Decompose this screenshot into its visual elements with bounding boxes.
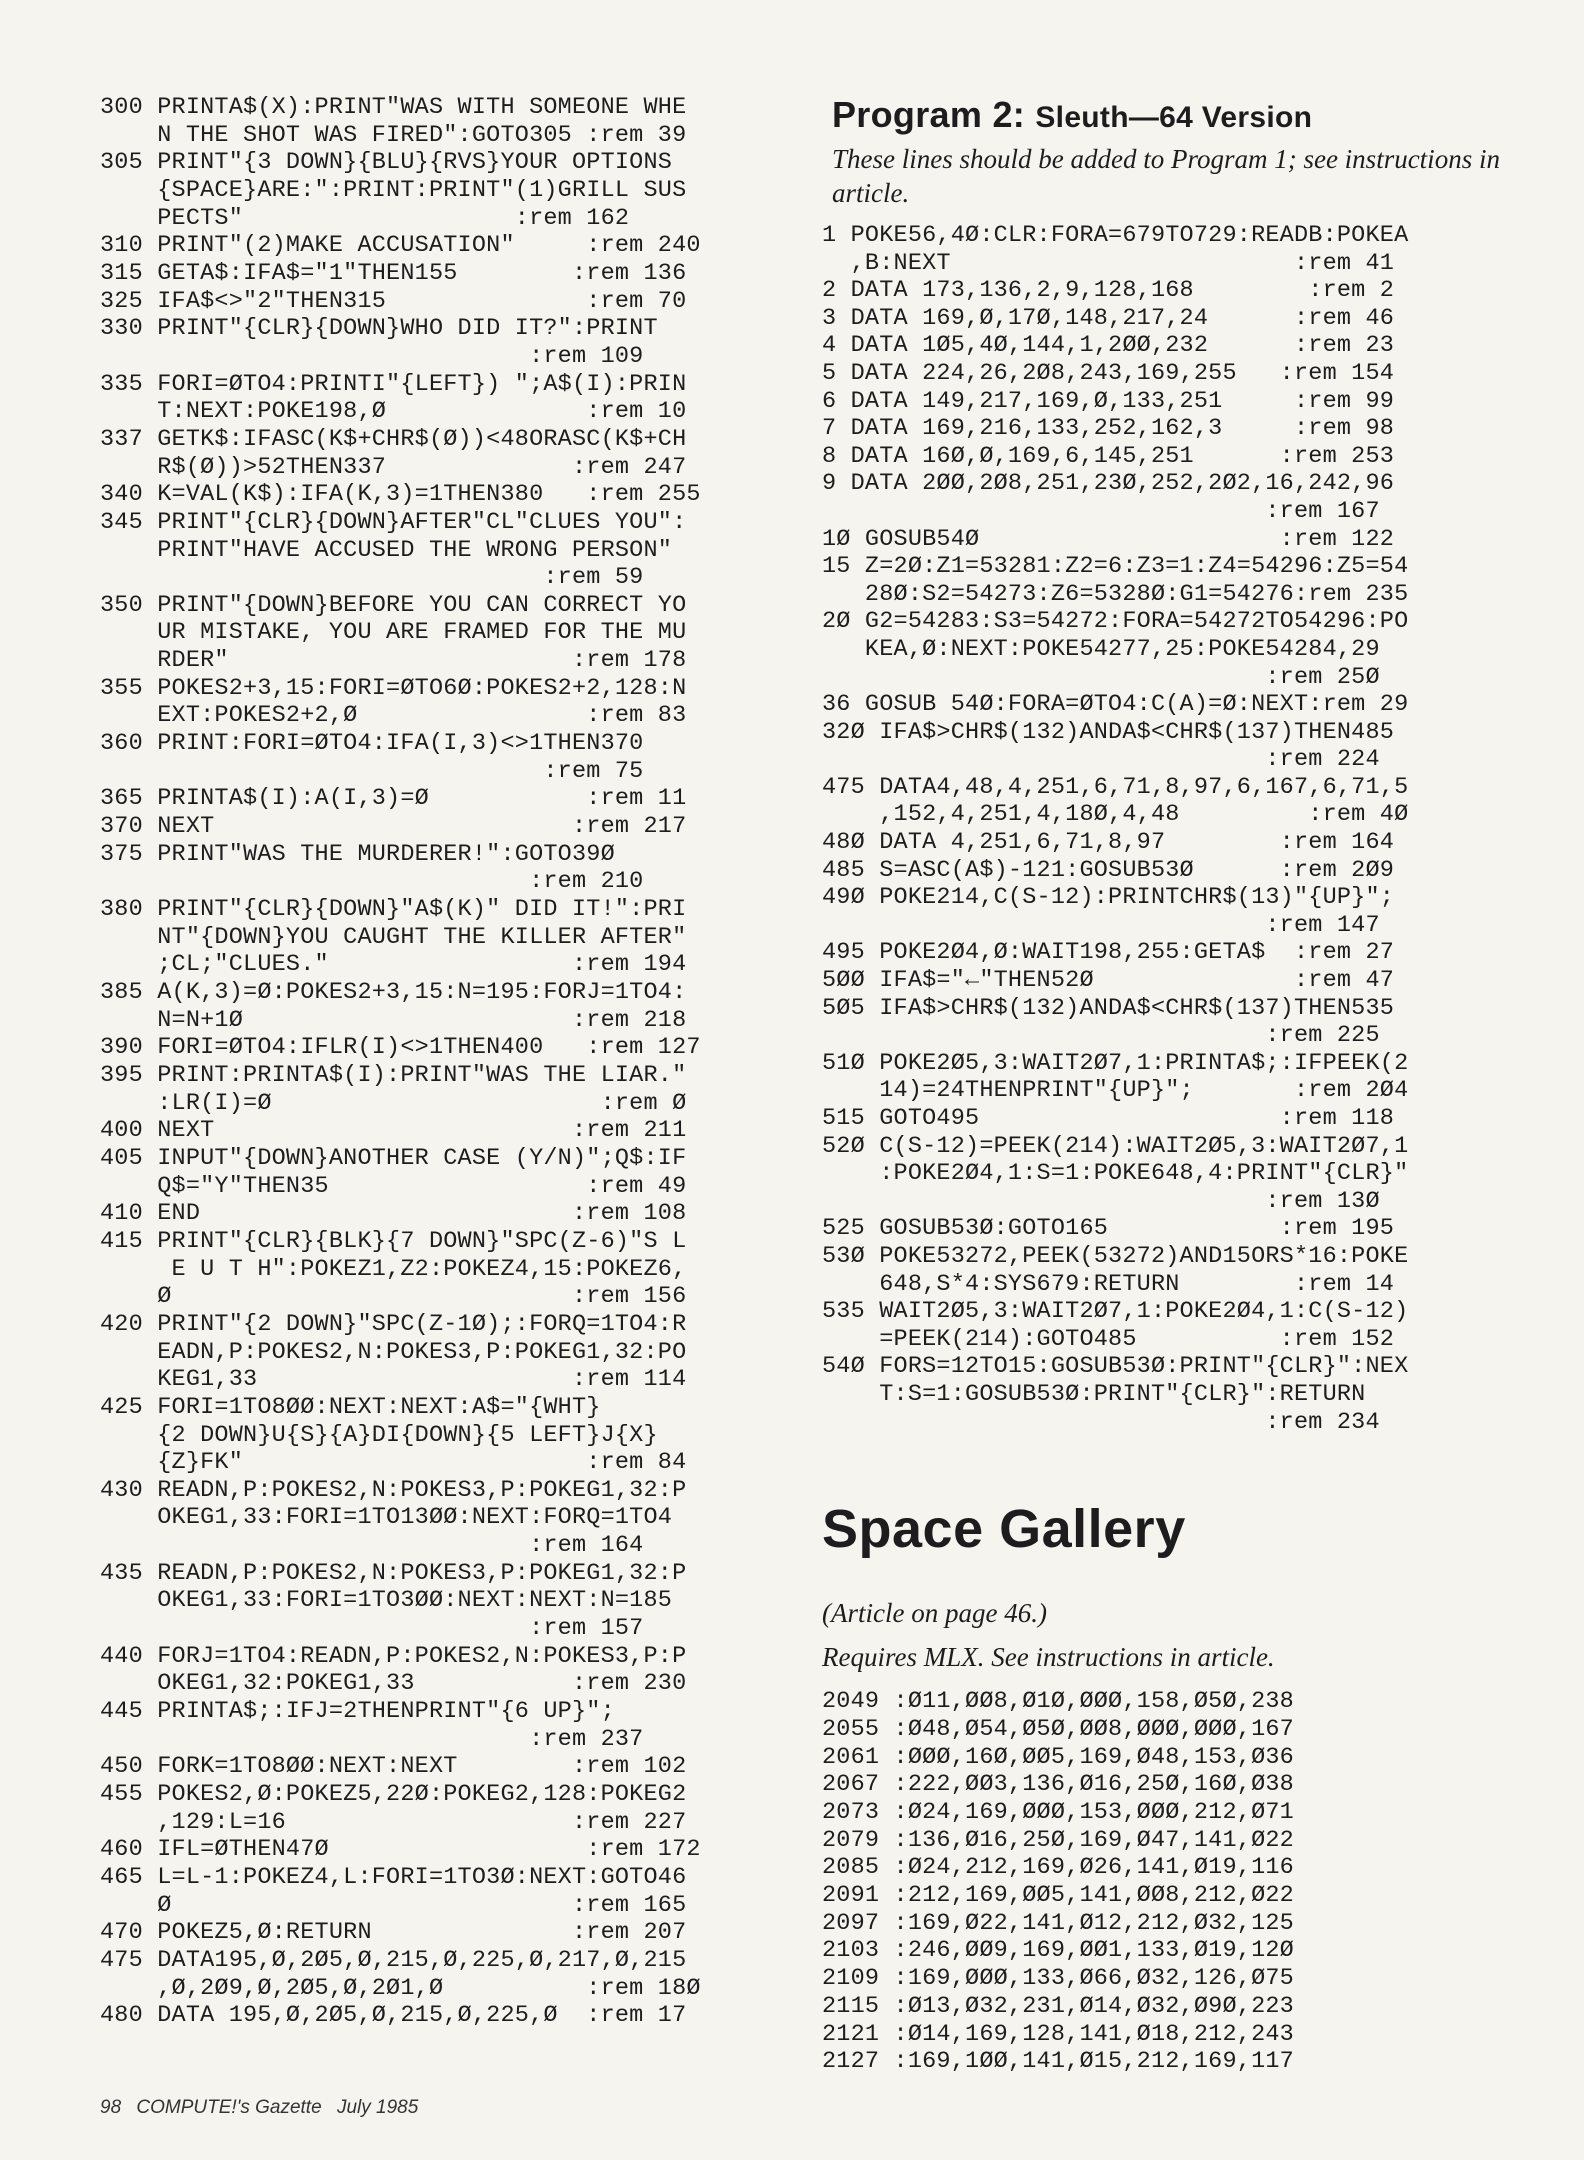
space-gallery-article-ref: (Article on page 46.) — [822, 1598, 1047, 1629]
left-column-listing — [100, 94, 790, 2030]
program1-listing-continued: 300 PRINTA$(X):PRINT"WAS WITH SOMEONE WHE N THE SHOT WAS FIRED":GOTO305 :rem 39 305 PRINT"{3 DOWN}{BLU}{RVS}YOUR OPTIONS {SPACE}ARE:":PRINT:PRINT"(1)GRILL SUS PECTS" :rem 162 310 PRINT"(2)MAKE ACCUSATION" :rem 240 315 GETA$:IFA$="1"THEN155 :rem 136 325 IFA$<>"2"THEN315 :rem 70 330 PRINT"{CLR}{DOWN}WHO DID IT?":PRINT :rem 109 335 FORI=ØTO4:PRINTI"{LEFT}) ";A$(I):PRIN T:NEXT:POKE198,Ø :rem 10 337 GETK$:IFASC(K$+CHR$(Ø))<48ORASC(K$+CH R$(Ø))>52THEN337 :rem 247 340 K=VAL(K$):IFA(K,3)=1THEN380 :rem 255 345 PRINT"{CLR}{DOWN}AFTER"CL"CLUES YOU": PRINT"HAVE ACCUSED THE WRONG PERSON" :rem 59 350 PRINT"{DOWN}BEFORE YOU CAN CORRECT YO UR MISTAKE, YOU ARE FRAMED FOR THE MU RDER" :rem 178 355 POKES2+3,15:FORI=ØTO6Ø:POKES2+2,128:N EXT:POKES2+2,Ø :rem 83 360 PRINT:FORI=ØTO4:IFA(I,3)<>1THEN370 :rem 75 365 PRINTA$(I):A(I,3)=Ø :rem 11 370 NEXT :rem 217 375 PRINT"WAS THE MURDERER!":GOTO39Ø :rem 210 380 PRINT"{CLR}{DOWN}"A$(K)" DID IT!":PRI NT"{DOWN}YOU CAUGHT THE KILLER AFTER" ;CL;"CLUES." :rem 194 385 A(K,3)=Ø:POKES2+3,15:N=195:FORJ=1TO4: N=N+1Ø :rem 218 390 FORI=ØTO4:IFLR(I)<>1THEN400 :rem 127 395 PRINT:PRINTA$(I):PRINT"WAS THE LIAR." :LR(I)=Ø :rem Ø 400 NEXT :rem 211 405 INPUT"{DOWN}ANOTHER CASE (Y/N)";Q$:IF Q$="Y"THEN35 :rem 49 410 END :rem 108 415 PRINT"{CLR}{BLK}{7 DOWN}"SPC(Z-6)"S L E U T H":POKEZ1,Z2:POKEZ4,15:POKEZ6, Ø :rem 156 420 PRINT"{2 DOWN}"SPC(Z-1Ø);:FORQ=1TO4:R EADN,P:POKES2,N:POKES3,P:POKEG1,32:PO KEG1,33 :rem 114 425 FORI=1TO8ØØ:NEXT:NEXT:A$="{WHT} {2 DOWN}U{S}{A}DI{DOWN}{5 LEFT}J{X} {Z}FK" :rem 84 430 READN,P:POKES2,N:POKES3,P:POKEG1,32:P OKEG1,33:FORI=1TO13ØØ:NEXT:FORQ=1TO4 :rem 164 435 READN,P:POKES2,N:POKES3,P:POKEG1,32:P OKEG1,33:FORI=1TO3ØØ:NEXT:NEXT:N=185 :rem 157 440 FORJ=1TO4:READN,P:POKES2,N:POKES3,P:P OKEG1,32:POKEG1,33 :rem 230 445 PRINTA$;:IFJ=2THENPRINT"{6 UP}"; :rem 237 450 FORK=1TO8ØØ:NEXT:NEXT :rem 102 455 POKES2,Ø:POKEZ5,22Ø:POKEG2,128:POKEG2 ,129:L=16 :rem 227 460 IFL=ØTHEN47Ø :rem 172 465 L=L-1:POKEZ4,L:FORI=1TO3Ø:NEXT:GOTO46 Ø :rem 165 470 POKEZ5,Ø:RETURN :rem 207 475 DATA195,Ø,2Ø5,Ø,215,Ø,225,Ø,217,Ø,215 ,Ø,2Ø9,Ø,2Ø5,Ø,2Ø1,Ø :rem 18Ø 480 DATA 195,Ø,2Ø5,Ø,215,Ø,225,Ø :rem 17 — [100, 94, 701, 2030]
program2-note: These lines should be added to Program 1; see instructions in article. — [832, 144, 1500, 208]
mlx-listing: 2049 :Ø11,ØØ8,Ø1Ø,ØØØ,158,Ø5Ø,238 2055 :Ø48,Ø54,Ø5Ø,ØØ8,ØØØ,ØØØ,167 2061 :ØØØ,16Ø,ØØ5,169,Ø48,153,Ø36 2067 :222,ØØ3,136,Ø16,25Ø,16Ø,Ø38 2073 :Ø24,169,ØØØ,153,ØØØ,212,Ø71 2079 :136,Ø16,25Ø,169,Ø47,141,Ø22 2085 :Ø24,212,169,Ø26,141,Ø19,116 2091 :212,169,ØØ5,141,ØØ8,212,Ø22 2097 :169,Ø22,141,Ø12,212,Ø32,125 2103 :246,ØØ9,169,ØØ1,133,Ø19,12Ø 2109 :169,ØØØ,133,Ø66,Ø32,126,Ø75 2115 :Ø13,Ø32,231,Ø14,Ø32,Ø9Ø,223 2121 :Ø14,169,128,141,Ø18,212,243 2127 :169,1ØØ,141,Ø15,212,169,117 — [822, 1688, 1294, 2076]
magazine-name: COMPUTE!'s Gazette — [136, 2097, 322, 2118]
space-gallery-requires: Requires MLX. See instructions in article. — [822, 1642, 1275, 1673]
issue-date: July 1985 — [336, 2097, 419, 2118]
program2-listing: 1 POKE56,4Ø:CLR:FORA=679TO729:READB:POKEA ,B:NEXT :rem 41 2 DATA 173,136,2,9,128,168 :rem 2 3 DATA 169,Ø,17Ø,148,217,24 :rem 46 4 DATA 1Ø5,4Ø,144,1,2ØØ,232 :rem 23 5 DATA 224,26,2Ø8,243,169,255 :rem 154 6 DATA 149,217,169,Ø,133,251 :rem 99 7 DATA 169,216,133,252,162,3 :rem 98 8 DATA 16Ø,Ø,169,6,145,251 :rem 253 9 DATA 2ØØ,2Ø8,251,23Ø,252,2Ø2,16,242,96 :rem 167 1Ø GOSUB54Ø :rem 122 15 Z=2Ø:Z1=53281:Z2=6:Z3=1:Z4=54296:Z5=54 28Ø:S2=54273:Z6=5328Ø:G1=54276:rem 235 2Ø G2=54283:S3=54272:FORA=54272TO54296:PO KEA,Ø:NEXT:POKE54277,25:POKE54284,29 :rem 25Ø 36 GOSUB 54Ø:FORA=ØTO4:C(A)=Ø:NEXT:rem 29 32Ø IFA$>CHR$(132)ANDA$<CHR$(137)THEN485 :rem 224 475 DATA4,48,4,251,6,71,8,97,6,167,6,71,5 ,152,4,251,4,18Ø,4,48 :rem 4Ø 48Ø DATA 4,251,6,71,8,97 :rem 164 485 S=ASC(A$)-121:GOSUB53Ø :rem 2Ø9 49Ø POKE214,C(S-12):PRINTCHR$(13)"{UP}"; :rem 147 495 POKE2Ø4,Ø:WAIT198,255:GETA$ :rem 27 5ØØ IFA$="←"THEN52Ø :rem 47 5Ø5 IFA$>CHR$(132)ANDA$<CHR$(137)THEN535 :rem 225 51Ø POKE2Ø5,3:WAIT2Ø7,1:PRINTA$;:IFPEEK(2 14)=24THENPRINT"{UP}"; :rem 2Ø4 515 GOTO495 :rem 118 52Ø C(S-12)=PEEK(214):WAIT2Ø5,3:WAIT2Ø7,1 :POKE2Ø4,1:S=1:POKE648,4:PRINT"{CLR}" :rem 13Ø 525 GOSUB53Ø:GOTO165 :rem 195 53Ø POKE53272,PEEK(53272)AND15ORS*16:POKE 648,S*4:SYS679:RETURN :rem 14 535 WAIT2Ø5,3:WAIT2Ø7,1:POKE2Ø4,1:C(S-12) =PEEK(214):GOTO485 :rem 152 54Ø FORS=12TO15:GOSUB53Ø:PRINT"{CLR}":NEX T:S=1:GOSUB53Ø:PRINT"{CLR}":RETURN :rem 234 — [822, 222, 1409, 1436]
program2-subtitle: Sleuth—64 Version — [1035, 101, 1313, 134]
program2-heading — [832, 94, 1512, 136]
page-footer — [100, 2097, 428, 2119]
mlx-listing-block — [822, 1688, 1512, 2076]
space-gallery-title: Space Gallery — [822, 1499, 1186, 1560]
program2-title: Program 2: — [832, 94, 1026, 135]
right-column — [822, 94, 1512, 2076]
page-number: 98 — [100, 2097, 122, 2118]
